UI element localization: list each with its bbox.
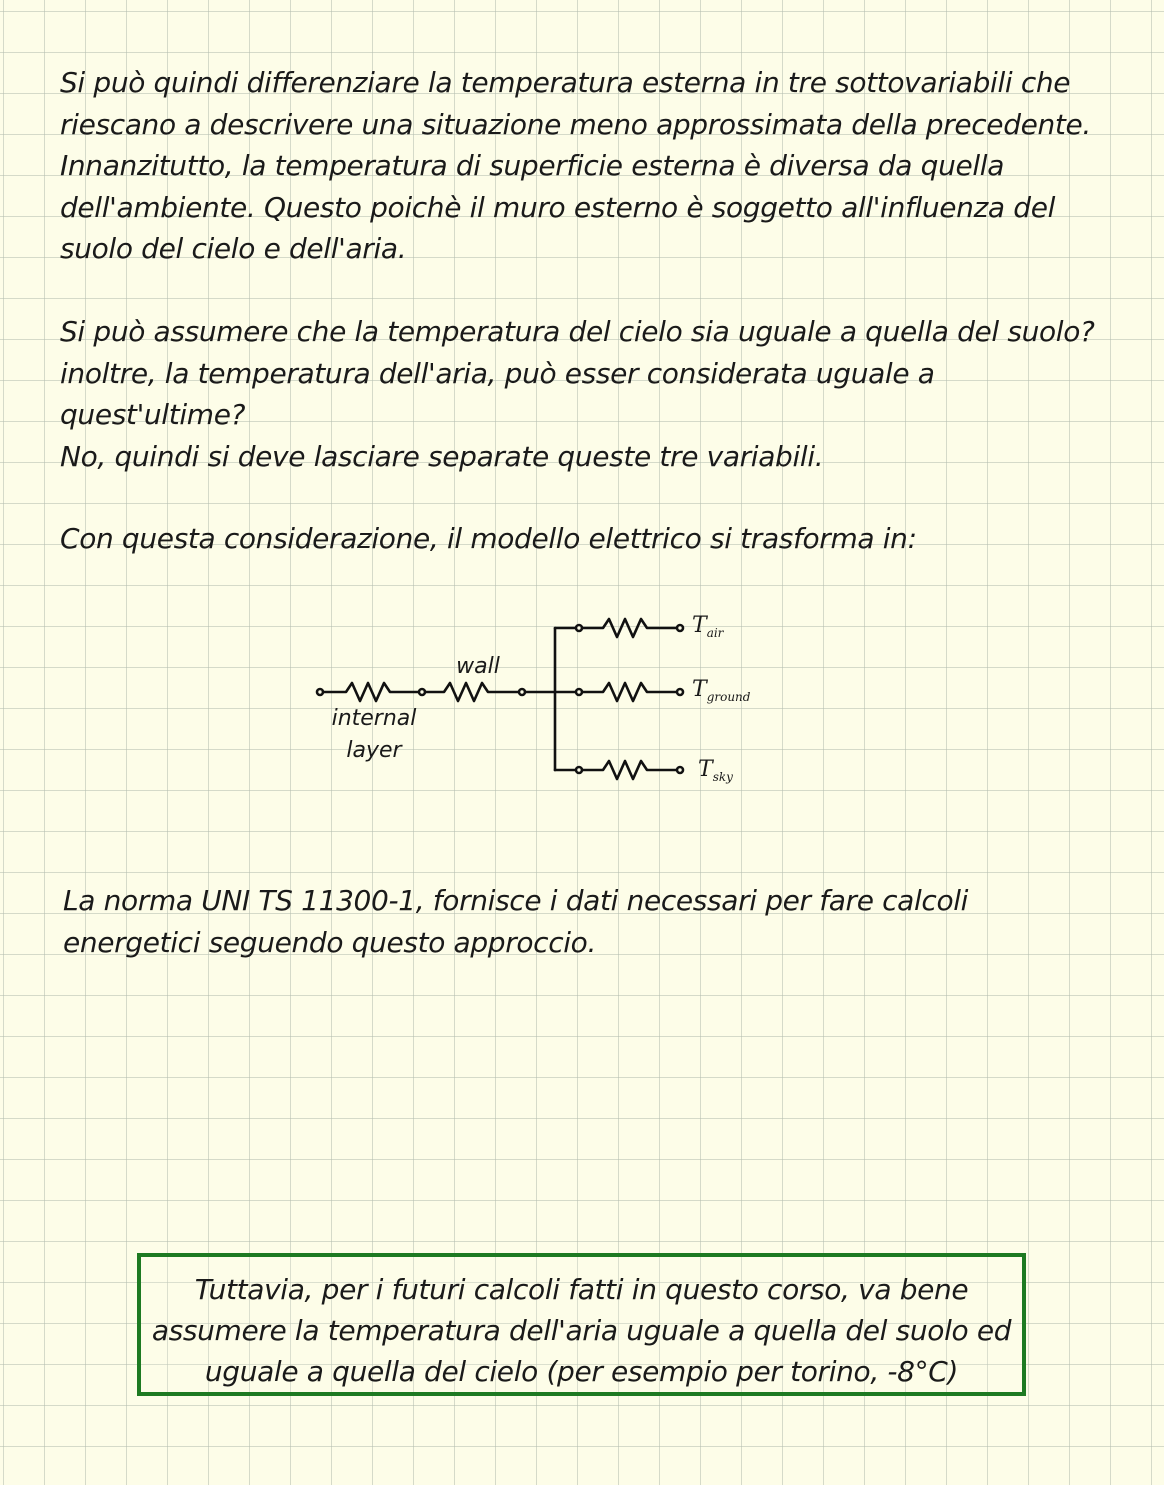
internal-layer-label bbox=[322, 706, 426, 764]
paragraph-electric-model-intro bbox=[60, 518, 1120, 560]
t-sky-label bbox=[698, 758, 733, 789]
note-line: uguale a quella del cielo (per esempio per torino, -8°C) bbox=[204, 1355, 959, 1388]
wall-resistor bbox=[425, 683, 519, 701]
text-line: Innanzitutto, la temperatura di superficie esterna è diversa da quella bbox=[60, 149, 1005, 182]
air-terminal bbox=[677, 625, 683, 631]
t-subscript: ground bbox=[706, 690, 751, 704]
note-line: Tuttavia, per i futuri calcoli fatti in questo corso, va bene bbox=[194, 1273, 969, 1306]
text-line: inoltre, la temperatura dell'aria, può esser considerata uguale a bbox=[60, 356, 935, 390]
t-symbol: T bbox=[692, 677, 707, 702]
note-line: assumere la temperatura dell'aria uguale a quella del suolo ed bbox=[151, 1314, 1012, 1347]
text-line: riescano a descrivere una situazione meno approssimata della precedente. bbox=[60, 107, 1091, 141]
note-text bbox=[141, 1269, 1022, 1392]
text-line: Si può quindi differenziare la temperatura esterna in tre sottovariabili che bbox=[60, 66, 1071, 99]
text-line: energetici seguendo questo approccio. bbox=[63, 925, 596, 959]
internal-layer-resistor bbox=[323, 683, 419, 701]
paragraph-uni-norm bbox=[63, 880, 1123, 963]
ground-resistor bbox=[582, 683, 676, 701]
text-line: Con questa considerazione, il modello elettrico si trasforma in: bbox=[60, 522, 917, 555]
text-line: suolo del cielo e dell'aria. bbox=[60, 232, 407, 265]
wall-label: wall bbox=[456, 654, 500, 679]
t-ground-label bbox=[692, 678, 750, 709]
ground-terminal bbox=[677, 689, 683, 695]
t-air-label bbox=[692, 614, 723, 645]
layer-label-line: layer bbox=[346, 738, 402, 763]
t-subscript: sky bbox=[712, 770, 733, 784]
highlighted-note-box bbox=[137, 1253, 1026, 1396]
air-resistor bbox=[582, 619, 676, 637]
internal-label-line: internal bbox=[331, 706, 417, 731]
t-symbol: T bbox=[692, 613, 707, 638]
sky-terminal bbox=[677, 767, 683, 773]
t-symbol: T bbox=[698, 757, 713, 782]
sky-resistor bbox=[582, 761, 676, 779]
thermal-circuit-diagram bbox=[300, 600, 780, 810]
text-line: quest'ultime? bbox=[60, 398, 246, 431]
text-line: Si può assumere che la temperatura del cielo sia uguale a quella del suolo? bbox=[60, 315, 1095, 348]
text-line: No, quindi si deve lasciare separate queste tre variabili. bbox=[60, 439, 824, 473]
text-line: dell'ambiente. Questo poichè il muro esterno è soggetto all'influenza del bbox=[60, 190, 1056, 224]
paragraph-question bbox=[60, 311, 1120, 477]
t-subscript: air bbox=[706, 626, 724, 640]
text-line: La norma UNI TS 11300-1, fornisce i dati necessari per fare calcoli bbox=[63, 884, 969, 917]
paragraph-external-temperature bbox=[60, 62, 1120, 270]
